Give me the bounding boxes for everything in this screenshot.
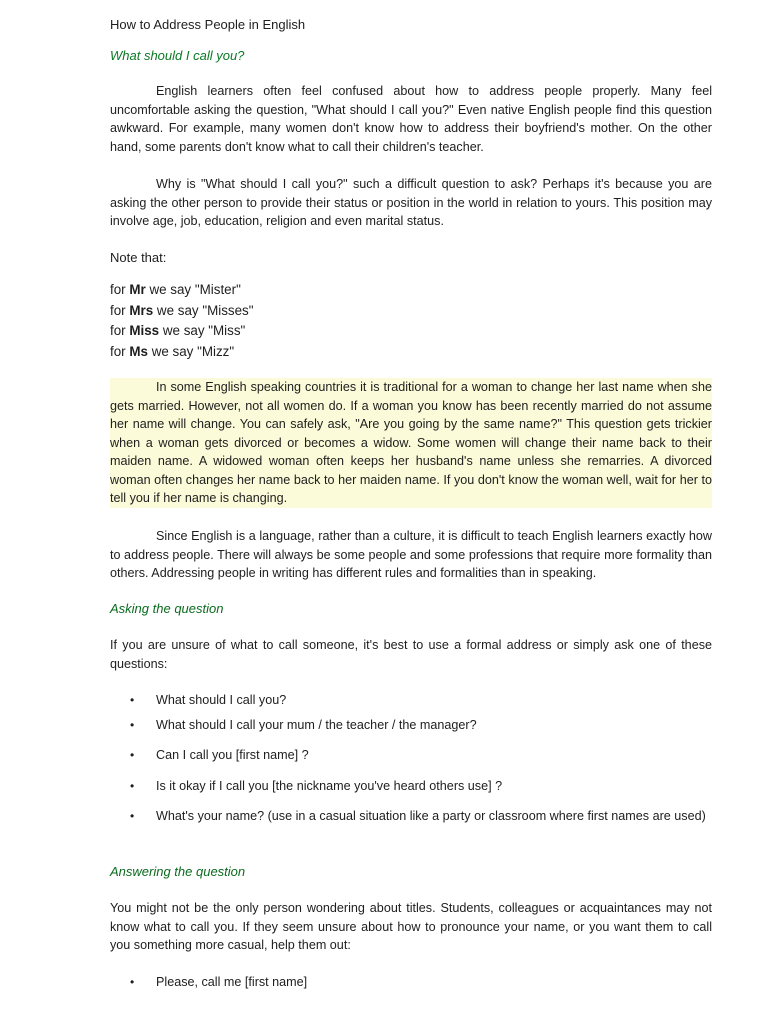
- answer-phrases-list: [110, 973, 712, 992]
- section-heading-answering: Answering the question: [110, 864, 246, 879]
- note-label: Note that:: [110, 250, 167, 265]
- list-item: • Please, call me [first name]: [110, 973, 712, 992]
- list-item: • What should I call you?: [110, 691, 712, 710]
- paragraph-answering-intro: You might not be the only person wondering about titles. Students, colleagues or acquaintances may not know what to call you. If they seem unsure about how to pronounce your name, or you want them to call you something more casual, help them out:: [110, 901, 712, 952]
- section-heading-call-you: What should I call you?: [110, 48, 245, 63]
- bullet-icon: •: [130, 717, 135, 732]
- title-item-mr: for Mr we say "Mister": [110, 282, 241, 297]
- section-heading-asking: Asking the question: [110, 601, 224, 616]
- paragraph-asking-intro: If you are unsure of what to call someone, it's best to use a formal address or simply ask one of these questions:: [110, 638, 712, 671]
- paragraph-why-difficult: Why is "What should I call you?" such a difficult question to ask? Perhaps it's because you are asking the other person to provide their status or position in the world in relation to yours. This position may involve age, job, education, religion and even marital status.: [110, 177, 712, 228]
- list-item: • What should I call your mum / the teacher / the manager?: [110, 716, 712, 735]
- list-item: • What's your name? (use in a casual situation like a party or classroom where first names are used): [110, 807, 712, 826]
- bullet-icon: •: [130, 809, 135, 823]
- asking-questions-list: [110, 691, 712, 826]
- bullet-icon: •: [130, 748, 135, 762]
- titles-list: [110, 280, 253, 362]
- title-item-mrs: for Mrs we say "Misses": [110, 302, 254, 318]
- paragraph-maiden-name-highlighted: In some English speaking countries it is traditional for a woman to change her last name when she gets married. However, not all women do. If a woman you know has been recently married do not assume her name will change. You can safely ask, "Are you going by the same name?" This question gets trickier when a woman gets divorced or becomes a widow. Some women will change their name back to their maiden name. A widowed woman often keeps her husband's name unless she remarries. A divorced woman often changes her name back to her maiden name. If you don't know the woman well, wait for her to tell you if her name is changing.: [110, 378, 712, 508]
- paragraph-intro: English learners often feel confused about how to address people properly. Many feel uncomfortable asking the question, "What should I call you?" Even native English people find this question awkward. For example, many women don't know how to address their boyfriend's mother. On the other hand, some parents don't know what to call their children's teacher.: [110, 84, 712, 154]
- document-title: How to Address People in English: [110, 17, 306, 32]
- title-item-ms: for Ms we say "Mizz": [110, 343, 235, 359]
- title-item-miss: for Miss we say "Miss": [110, 323, 246, 338]
- bullet-icon: •: [130, 778, 135, 793]
- list-item: • Can I call you [first name] ?: [110, 746, 712, 765]
- paragraph-formality: Since English is a language, rather than a culture, it is difficult to teach English learners exactly how to address people. There will always be some people and some professions that require more formality than others. Addressing people in writing has different rules and formalities than in speaking.: [110, 529, 712, 580]
- list-item: • Is it okay if I call you [the nickname you've heard others use] ?: [110, 777, 712, 796]
- bullet-icon: •: [130, 975, 135, 989]
- bullet-icon: •: [130, 693, 135, 707]
